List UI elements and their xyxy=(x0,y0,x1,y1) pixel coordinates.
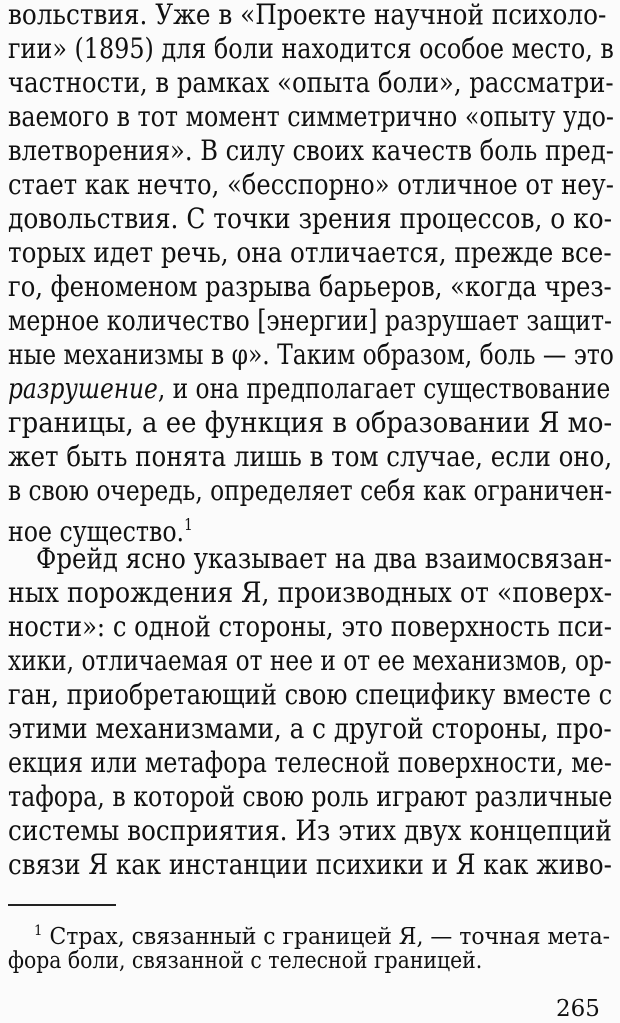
text-line: в свою очередь, определяет себя как ограничен- xyxy=(8,474,613,507)
text-line: границы, а ее функция в образовании Я мо- xyxy=(8,406,613,439)
text-line: ваемого в тот момент симметрично «опыту удо- xyxy=(8,100,614,133)
text-line: этими механизмами, а с другой стороны, про- xyxy=(8,712,612,745)
text-line: разрушение, и она предполагает существование xyxy=(8,372,611,405)
text-line: ности»: с одной стороны, это поверхность пси- xyxy=(8,610,612,643)
text-line: гии» (1895) для боли находится особое место, в xyxy=(8,32,614,65)
text-line: частности, в рамках «опыта боли», рассматри- xyxy=(8,66,614,99)
text-line: ган, приобретающий свою специфику вместе с xyxy=(8,678,613,711)
text-line: Фрейд ясно указывает на два взаимосвязан- xyxy=(36,542,613,575)
text-line: хики, отличаемая от нее и от ее механизмов, ор- xyxy=(8,644,612,677)
text-line: связи Я как инстанции психики и Я как живо- xyxy=(8,848,612,881)
text-line: торых идет речь, она отличается, прежде все- xyxy=(8,236,612,269)
text-line: стает как нечто, «бесспорно» отличное от неу- xyxy=(8,168,614,201)
footnote-reference: 1 xyxy=(184,515,193,534)
footnote-line: фора боли, связанной с телесной границей. xyxy=(8,948,483,974)
text-line: системы восприятия. Из этих двух концепций xyxy=(8,814,612,847)
page-number: 265 xyxy=(556,996,600,1022)
text-line: ных порождения Я, производных от «поверх- xyxy=(8,576,613,609)
text-line: жет быть понята лишь в том случае, если оно, xyxy=(8,440,613,473)
text-line: ное существо.$^1$ xyxy=(8,515,193,548)
footnote-line: $^1$ Страх, связанный с границей Я, — точная мета- xyxy=(34,923,611,950)
text-line: ные механизмы в φ». Таким образом, боль — это xyxy=(8,338,614,371)
text-line: го, феноменом разрыва барьеров, «когда чрез- xyxy=(8,270,612,303)
footnote-marker: 1 xyxy=(34,923,43,939)
text-line: тафора, в которой свою роль играют различные xyxy=(8,780,613,813)
text-line: мерное количество [энергии] разрушает защит- xyxy=(8,304,613,337)
footnote-divider xyxy=(8,904,116,906)
text-line: довольствия. С точки зрения процессов, о ко- xyxy=(8,202,613,235)
emphasized-word: разрушение xyxy=(8,372,158,405)
text-line: влетворения». В силу своих качеств боль пред- xyxy=(8,134,614,167)
text-line: вольствия. Уже в «Проекте научной психоло- xyxy=(8,0,607,31)
text-line: екция или метафора телесной поверхности, ме- xyxy=(8,746,612,779)
